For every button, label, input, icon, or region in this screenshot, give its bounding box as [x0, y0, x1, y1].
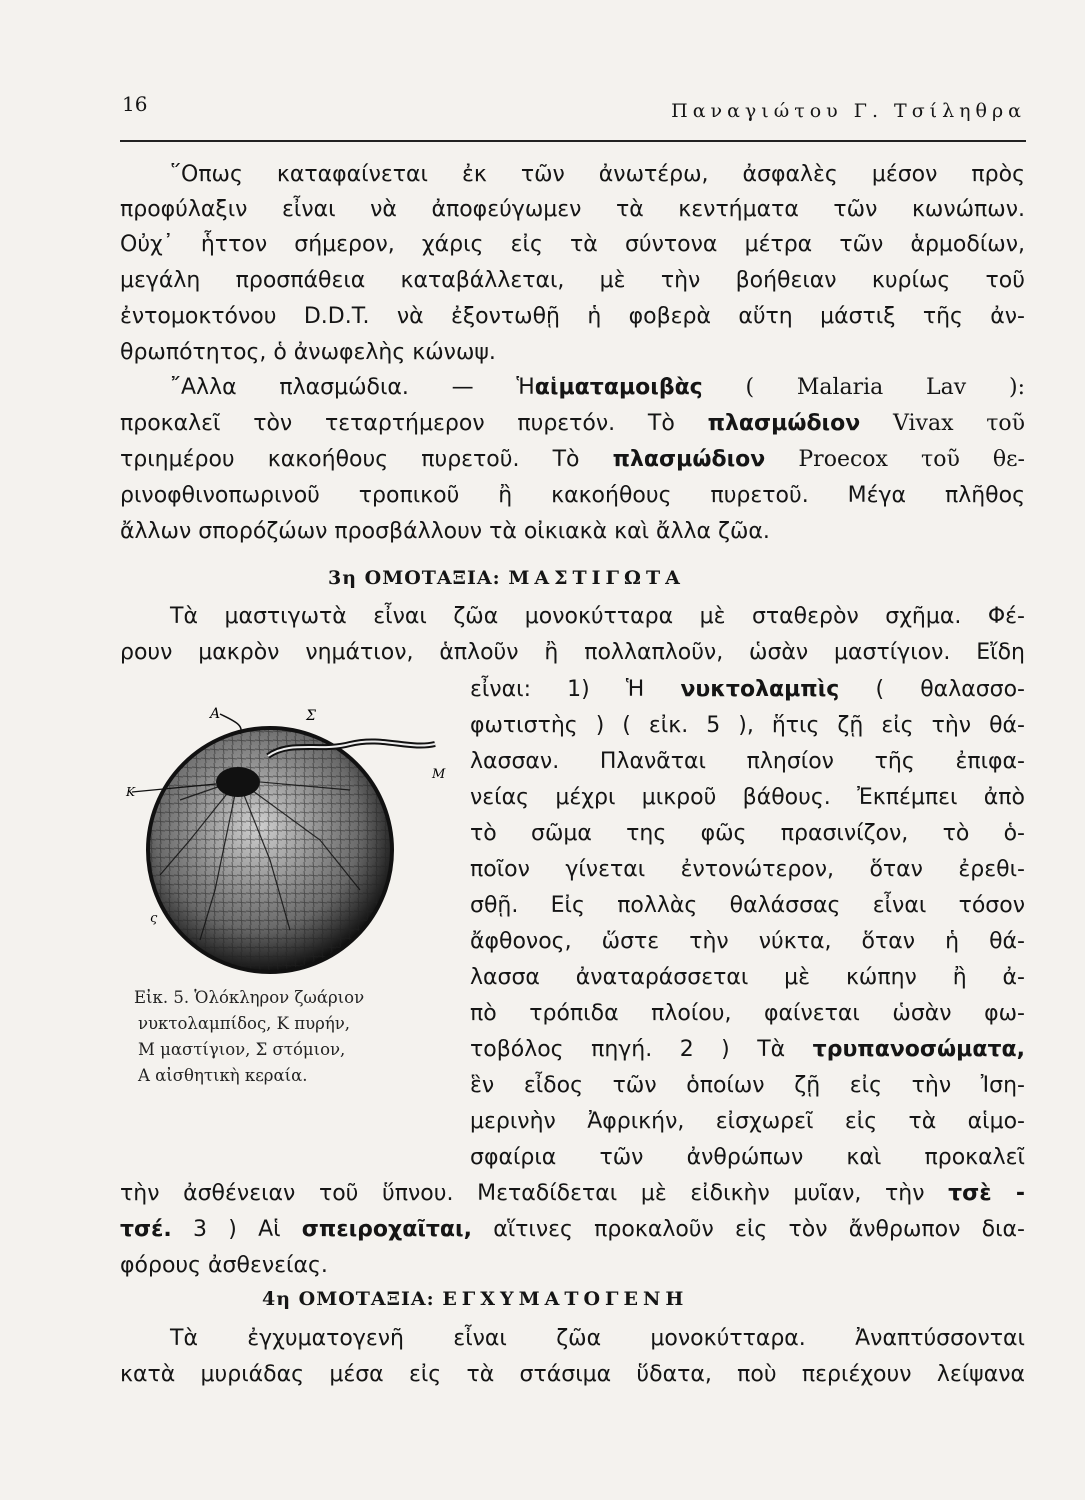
term-bold: αἱματαμοιβὰς — [534, 375, 703, 400]
text-line: ρουν μακρὸν νημάτιον, ἁπλοῦν ἢ πολλαπλοῦν, ὡσὰν μαστίγιον. Εἴδη — [120, 640, 1025, 665]
text-line: Οὐχ᾽ ἧττον σήμερον, χάρις εἰς τὰ σύντονα μέτρα τῶν ἁρμοδίων, — [120, 232, 1025, 257]
label-k: Κ — [126, 785, 135, 799]
text-line: ἄλλων σπορόζώων προσβάλλουν τὰ οἰκιακὰ καὶ ἄλλα ζῶα. — [120, 519, 770, 544]
term-bold: σπειροχαῖται, — [301, 1217, 472, 1242]
text-line: μερινὴν Ἀφρικήν, εἰσχωρεῖ εἰς τὰ αἱμο- — [470, 1109, 1025, 1134]
text-line: προφύλαξιν εἶναι νὰ ἀποφεύγωμεν τὰ κεντήματα τῶν κωνώπων. — [120, 197, 1025, 222]
text-line: θρωπότητος, ὁ ἀνωφελὴς κώνωψ. — [120, 340, 496, 365]
text-line: λασσα ἀναταράσσεται μὲ κώπην ἢ ἀ- — [470, 965, 1025, 990]
text-line: εἶναι: 1) Ἡ νυκτολαμπὶς ( θαλασσο- — [470, 677, 1025, 702]
label-sigma: Σ — [306, 708, 316, 724]
section-title-mastigota: 3η ΟΜΟΤΑΞΙΑ: ΜΑΣΤΙΓΩΤΑ — [328, 567, 685, 589]
caption-line: νυκτολαμπίδος, Κ πυρήν, — [138, 1014, 350, 1033]
text-line: προκαλεῖ τὸν τεταρτήμερον πυρετόν. Τὸ πλασμώδιον Vivax τοῦ — [120, 411, 1026, 436]
text-line: ποῖον γίνεται ἐντονώτερον, ὅταν ἐρεθι- — [470, 857, 1025, 882]
page-header — [120, 92, 1026, 132]
text-line: Τὰ ἐγχυματογενῆ εἶναι ζῶα μονοκύτταρα. Ἀναπτύσσονται — [170, 1326, 1025, 1351]
text-line: τσέ. 3 ) Αἱ σπειροχαῖται, αἵτινες προκαλοῦν εἰς τὸν ἄνθρωπον δια- — [120, 1217, 1025, 1242]
header-rule — [120, 140, 1026, 142]
text-line: κατὰ μυριάδας μέσα εἰς τὰ στάσιμα ὕδατα, ποὺ περιέχουν λείψανα — [120, 1362, 1025, 1387]
term-bold: νυκτολαμπὶς — [680, 677, 840, 702]
label-m: Μ — [432, 767, 446, 782]
text-line: ῎Αλλα πλασμώδια. — Ἡαἱματαμοιβὰς ( Malaria Lav ): — [170, 375, 1025, 400]
term-bold: πλασμώδιον — [707, 411, 861, 436]
figure-caption — [120, 985, 450, 1089]
text-line: σφαίρια τῶν ἀνθρώπων καὶ προκαλεῖ — [470, 1145, 1025, 1170]
text-line: ἓν εἶδος τῶν ὁποίων ζῇ εἰς τὴν Ἰση- — [470, 1073, 1025, 1098]
text-line: τριημέρου κακοήθους πυρετοῦ. Τὸ πλασμώδιον Proecox τοῦ θε- — [120, 447, 1025, 472]
term-bold: πλασμώδιον — [612, 447, 766, 472]
page-number: 16 — [122, 92, 148, 116]
term-bold: τρυπανοσώματα, — [812, 1037, 1025, 1062]
text-line: μεγάλη προσπάθεια καταβάλλεται, μὲ τὴν βοήθειαν κυρίως τοῦ — [120, 268, 1025, 293]
text-line: τὴν ἀσθένειαν τοῦ ὕπνου. Μεταδίδεται μὲ εἰδικὴν μυῖαν, τὴν τσὲ - — [120, 1181, 1025, 1206]
section-title-egchymatogeni: 4η ΟΜΟΤΑΞΙΑ: ΕΓΧΥΜΑΤΟΓΕΝΗ — [262, 1288, 689, 1310]
running-head: Παναγιώτου Γ. Τσίληθρα — [671, 100, 1026, 122]
text-line: ἄφθονος, ὥστε τὴν νύκτα, ὅταν ἡ θά- — [470, 929, 1025, 954]
caption-line: Εἰκ. 5. Ὁλόκληρον ζωάριον — [134, 988, 365, 1007]
nucleus — [216, 767, 260, 797]
text-line: τὸ σῶμα της φῶς πρασινίζον, τὸ ὁ- — [470, 821, 1025, 846]
text-line: ῞Οπως καταφαίνεται ἐκ τῶν ἀνωτέρω, ἀσφαλὲς μέσον πρὸς — [170, 162, 1025, 187]
term-bold: τσέ. — [120, 1217, 172, 1242]
text-line: πὸ τρόπιδα πλοίου, φαίνεται ὡσὰν φω- — [470, 1001, 1025, 1026]
text-line: ἐντομοκτόνου D.D.T. νὰ ἐξοντωθῇ ἡ φοβερὰ αὕτη μάστιξ τῆς ἀν- — [120, 304, 1025, 329]
noctiluca-illustration — [120, 700, 460, 980]
figure-noctiluca — [120, 700, 460, 980]
caption-line: Μ μαστίγιον, Σ στόμιον, — [138, 1040, 346, 1059]
text-line: τοβόλος πηγή. 2 ) Τὰ τρυπανοσώματα, — [470, 1037, 1025, 1062]
label-a: Α — [210, 706, 221, 722]
text-line: φόρους ἀσθενείας. — [120, 1253, 328, 1278]
text-line: ρινοφθινοπωρινοῦ τροπικοῦ ἢ κακοήθους πυρετοῦ. Μέγα πλῆθος — [120, 483, 1025, 508]
term-bold: τσὲ - — [948, 1181, 1025, 1206]
text-line: Τὰ μαστιγωτὰ εἶναι ζῶα μονοκύτταρα μὲ σταθερὸν σχῆμα. Φέ- — [170, 604, 1025, 629]
text-line: νείας μέχρι μικροῦ βάθους. Ἐκπέμπει ἀπὸ — [470, 785, 1025, 810]
text-line: λασσαν. Πλανᾶται πλησίον τῆς ἐπιφα- — [470, 749, 1025, 774]
label-s: ς — [150, 911, 158, 926]
text-line: φωτιστὴς ) ( εἰκ. 5 ), ἥτις ζῇ εἰς τὴν θά- — [470, 713, 1025, 738]
text-line: σθῇ. Εἰς πολλὰς θαλάσσας εἶναι τόσον — [470, 893, 1025, 918]
caption-line: Α αἰσθητικὴ κεραία. — [138, 1066, 308, 1085]
